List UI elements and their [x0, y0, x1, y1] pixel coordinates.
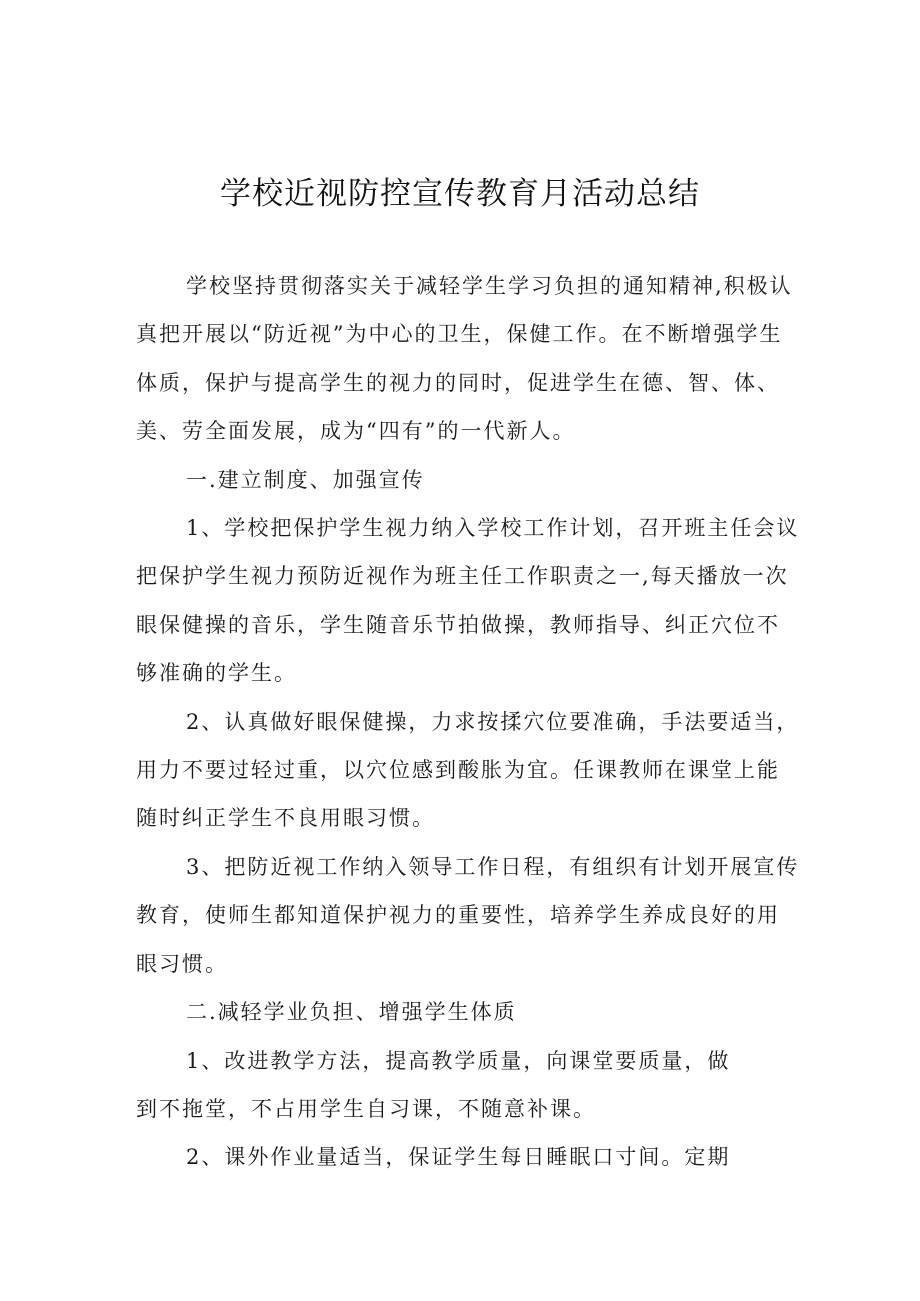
intro-paragraph: 学校坚持贯彻落实关于减轻学生学习负担的通知精神,积极认真把开展以“防近视”为中心的卫生，保健工作。在不断增强学生体质，保护与提高学生的视力的同时，促进学生在德、智、体、美、劳全面发展，成为“四有”的一代新人。	[136, 274, 793, 444]
section-heading-1: 一.建立制度、加强宣传	[186, 467, 425, 492]
page-title: 学校近视防控宣传教育月活动总结	[220, 176, 700, 212]
section-2-item-1: 1、改进教学方法，提高教学质量，向课堂要质量，做	[186, 1048, 731, 1073]
section-2-item-2: 2、课外作业量适当，保证学生每日睡眠口寸间。定期	[186, 1145, 731, 1170]
document-body	[136, 262, 802, 1182]
section-1-item-3: 3、把防近视工作纳入领导工作日程，有组织有计划开展宣传教育，使师生都知道保护视力的重要性，培养学生养成良好的用眼习惯。	[136, 854, 800, 976]
section-1-item-1: 1、学校把保护学生视力纳入学校工作计划，召开班主任会议把保护学生视力预防近视作为班主任工作职责之一,每天播放一次眼保健操的音乐，学生随音乐节拍做操，教师指导、纠正穴位不够准确的学生。	[136, 516, 800, 686]
section-heading-2: 二.减轻学业负担、增强学生体质	[186, 1000, 517, 1025]
section-2-item-1-continued: 到不拖堂，不占用学生自习课，不随意补课。	[136, 1096, 596, 1121]
section-1-item-2: 2、认真做好眼保健操，力求按揉穴位要准确，手法要适当，用力不要过轻过重，以穴位感到酸胀为宜。任课教师在课堂上能随时纠正学生不良用眼习惯。	[136, 709, 800, 831]
